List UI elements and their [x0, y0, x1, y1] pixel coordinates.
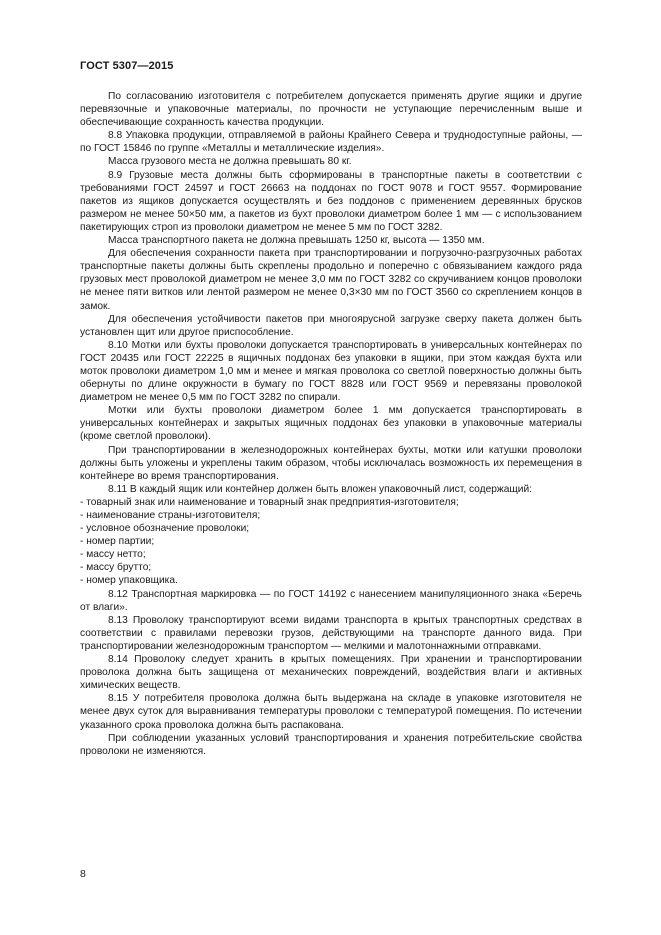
paragraph: 8.12 Транспортная маркировка — по ГОСТ 14192 с нанесением манипуляционного знака «Беречь от влаги».	[80, 588, 582, 613]
list-item: - массу брутто;	[80, 562, 152, 574]
paragraph: 8.14 Проволоку следует хранить в крытых помещениях. При хранении и транспортировании проволока должна быть защищена от механических повреждений, воздействия влаги и активных химических веществ.	[80, 654, 582, 692]
paragraph: Для обеспечения сохранности пакета при транспортировании и погрузочно-разгрузочных работах транспортные пакеты должны быть скреплены продольно и поперечно с обвязыванием каждого ряда грузовых мест проволокой диаметром не менее 3,0 мм по ГОСТ 3282 со скручиванием концов проволоки не менее пяти витков или лентой размером не менее 0,3×30 мм по ГОСТ 3560 со скреплением концов в замок.	[80, 248, 582, 312]
document-body	[80, 90, 582, 758]
paragraph: 8.15 У потребителя проволока должна быть выдержана на складе в упаковке изготовителя не менее двух суток для выравнивания температуры проволоки с температурой помещения. По истечении указанного срока проволока должна быть распакована.	[80, 693, 582, 731]
document-header: ГОСТ 5307—2015	[80, 60, 174, 72]
paragraph: 8.11 В каждый ящик или контейнер должен быть вложен упаковочный лист, содержащий:	[108, 483, 532, 495]
list-item: - наименование страны-изготовителя;	[80, 510, 261, 521]
list-item: - условное обозначение проволоки;	[80, 523, 250, 535]
paragraph: По согласованию изготовителя с потребителем допускается применять другие ящики и другие перевязочные и упаковочные материалы, по прочности не уступающие перечисленным выше и обеспечивающие сохранность качества продукции.	[80, 91, 582, 129]
paragraph: Масса грузового места не должна превышать 80 кг.	[108, 156, 352, 168]
list-item: - номер партии;	[80, 536, 155, 548]
paragraph: При соблюдении указанных условий транспортирования и хранения потребительские свойства проволоки не изменяются.	[80, 732, 582, 757]
paragraph: 8.8 Упаковка продукции, отправляемой в районы Крайнего Севера и труднодоступные районы, — по ГОСТ 15846 по группе «Металлы и металлические изделия».	[80, 130, 582, 155]
paragraph: Мотки или бухты проволоки диаметром более 1 мм допускается транспортировать в универсальных контейнерах и закрытых ящичных поддонах без упаковки в упаковочные материалы (кроме светлой проволоки).	[80, 405, 582, 443]
page-number: 8	[80, 868, 86, 880]
paragraph: Для обеспечения устойчивости пакетов при многоярусной загрузке сверху пакета должен быть установлен щит или другое приспособление.	[80, 313, 582, 338]
list-item: - товарный знак или наименование и товарный знак предприятия-изготовителя;	[80, 496, 459, 508]
list-item: - номер упаковщика.	[80, 575, 178, 587]
paragraph: 8.13 Проволоку транспортируют всеми видами транспорта в крытых транспортных средствах в соответствии с правилами перевозки грузов, действующими на транспорте данного вида. При транспортировании железнодорожным транспортом — мелкими и малотоннажными отправками.	[80, 614, 582, 652]
paragraph: При транспортировании в железнодорожных контейнерах бухты, мотки или катушки проволоки должны быть уложены и укреплены таким образом, чтобы исключалась возможность их перемещения в контейнере во время транспортирования.	[80, 444, 582, 482]
paragraph: 8.9 Грузовые места должны быть сформированы в транспортные пакеты в соответствии с требованиями ГОСТ 24597 и ГОСТ 26663 на поддонах по ГОСТ 9078 и ГОСТ 9557. Формирование пакетов из ящиков допускается осуществлять и без поддонов с применением деревянных брусков размером не менее 50×50 мм, а пакетов из бухт проволоки диаметром более 1 мм — с использованием пакетирующих строп из проволоки диаметром не менее 5 мм по ГОСТ 3282.	[80, 169, 582, 233]
list-item: - массу нетто;	[80, 549, 146, 561]
paragraph: Масса транспортного пакета не должна превышать 1250 кг, высота — 1350 мм.	[108, 235, 485, 247]
paragraph: 8.10 Мотки или бухты проволоки допускается транспортировать в универсальных контейнерах по ГОСТ 20435 или ГОСТ 22225 в ящичных поддонах без упаковки в ящики, при этом каждая бухта или моток проволоки диаметром 1,0 мм и менее и мягкая проволока со светлой поверхностью должны быть обернуты по длине окружности в бумагу по ГОСТ 8828 или ГОСТ 9569 и перевязаны проволокой диаметром не менее 0,5 мм по ГОСТ 3282 по спирали.	[80, 339, 582, 404]
